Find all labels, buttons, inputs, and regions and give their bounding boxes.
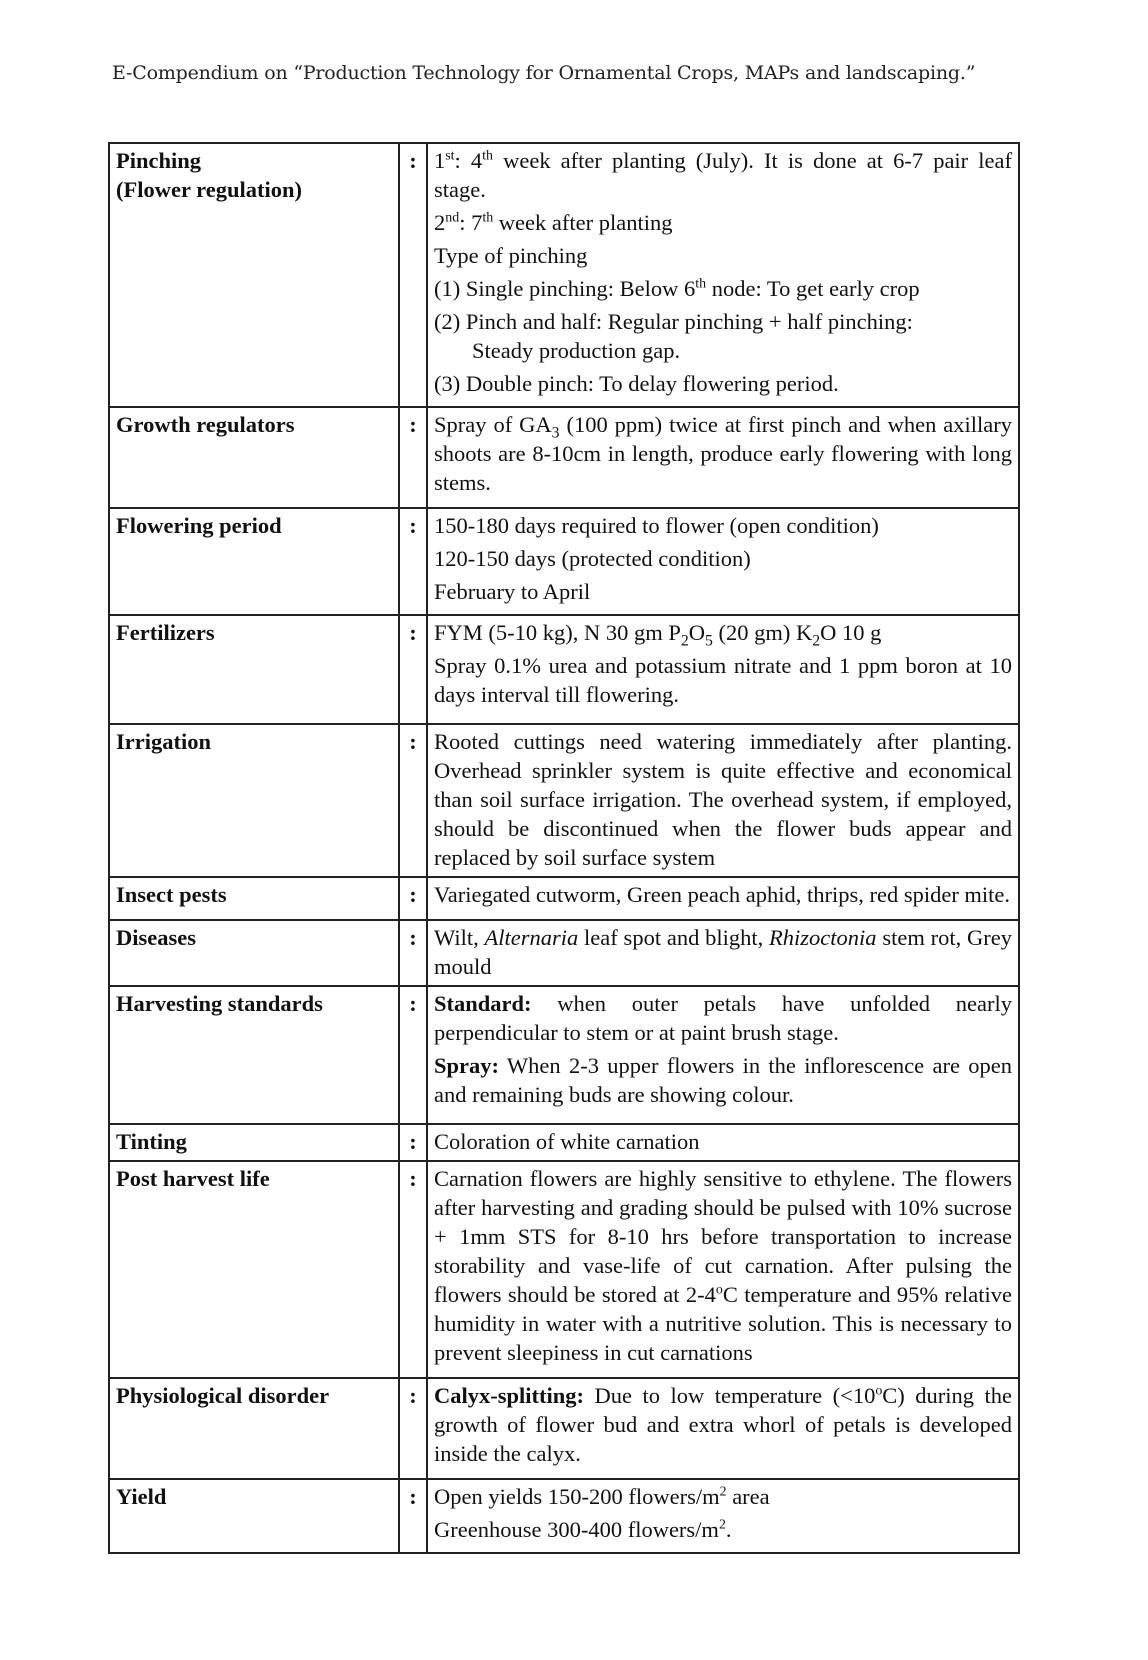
separator: :	[399, 1479, 427, 1553]
pinching-type-heading: Type of pinching	[434, 243, 588, 268]
row-content: Variegated cutworm, Green peach aphid, thrips, red spider mite.	[427, 877, 1019, 920]
text: C) during the growth of flower bud and extra whorl of petals is developed inside the calyx.	[434, 1383, 1013, 1466]
sup: th	[482, 210, 494, 226]
pathogen-name: Alternaria	[484, 925, 579, 950]
text-line	[434, 1051, 1012, 1109]
row-content: Coloration of white carnation	[427, 1124, 1019, 1161]
text: FYM (5-10 kg), N 30 gm P	[434, 620, 681, 645]
row-content	[427, 1378, 1019, 1479]
text: O 10 g	[820, 620, 882, 645]
sub: 3	[551, 424, 560, 442]
row-content	[427, 508, 1019, 615]
row-content	[427, 1479, 1019, 1553]
table-row-tinting	[109, 1124, 1019, 1161]
text: .	[725, 1517, 732, 1542]
text: (1) Single pinching: Below 6	[434, 276, 696, 301]
table-row-physiological-disorder	[109, 1378, 1019, 1479]
text: Wilt,	[434, 925, 485, 950]
table-row-irrigation	[109, 724, 1019, 877]
sub: 5	[705, 632, 713, 650]
row-label: Flowering period	[109, 508, 399, 615]
text: Steady production gap.	[472, 338, 681, 363]
row-label	[109, 143, 399, 407]
pathogen-name: Rhizoctonia	[769, 925, 877, 950]
text-line: Spray 0.1% urea and potassium nitrate and 1 ppm boron at 10 days interval till flowering.	[434, 653, 1012, 707]
text: node: To get early crop	[706, 276, 920, 301]
lead-term: Spray:	[434, 1053, 500, 1078]
table-row-harvesting-standards	[109, 986, 1019, 1124]
text: leaf spot and blight,	[578, 925, 770, 950]
separator: :	[399, 143, 427, 407]
row-content	[427, 1161, 1019, 1378]
text: 7	[471, 210, 483, 235]
text: (2) Pinch and half: Regular pinching + half pinching:	[434, 309, 913, 334]
degree-sign: o	[875, 1383, 883, 1399]
row-content	[427, 986, 1019, 1124]
text: week after planting (July). It is done at 6-7 pair leaf stage.	[434, 148, 1012, 202]
text: :	[454, 148, 471, 173]
text: C temperature and 95% relative humidity in water with a nutritive solution. This is necessary to prevent sleepiness in cut carnations	[434, 1282, 1012, 1365]
row-content	[427, 143, 1019, 407]
separator: :	[399, 877, 427, 920]
sup: 2	[718, 1517, 726, 1533]
text: Greenhouse 300-400 flowers/m	[434, 1517, 719, 1542]
pinching-first	[434, 146, 1012, 204]
separator: :	[399, 407, 427, 508]
table-row-pinching	[109, 143, 1019, 407]
separator: :	[399, 920, 427, 986]
sup: th	[695, 276, 707, 292]
sup: th	[482, 148, 493, 164]
separator: :	[399, 1378, 427, 1479]
row-label: Insect pests	[109, 877, 399, 920]
table-row-diseases	[109, 920, 1019, 986]
row-label: Harvesting standards	[109, 986, 399, 1124]
table-row-fertilizers	[109, 615, 1019, 724]
text-line	[434, 1515, 1012, 1544]
text: stem rot, Grey mould	[434, 925, 1013, 979]
text: when outer petals have unfolded nearly perpendicular to stem or at paint brush stage.	[434, 991, 1012, 1045]
text-line	[434, 989, 1012, 1047]
table-row-growth-regulators	[109, 407, 1019, 508]
text: 2	[434, 210, 446, 235]
text: Spray of GA	[434, 412, 552, 437]
text: :	[459, 210, 472, 235]
row-content: Rooted cuttings need watering immediately after planting. Overhead sprinkler system is quite effective and economical than soil surface irrigation. The overhead system, if employed, should be discontinued when the flower buds appear and replaced by soil surface system	[427, 724, 1019, 877]
pinching-single	[434, 274, 1012, 303]
text-line: February to April	[434, 579, 591, 604]
table-row-yield	[109, 1479, 1019, 1553]
separator: :	[399, 1124, 427, 1161]
sup: nd	[445, 210, 460, 226]
row-content	[427, 615, 1019, 724]
row-label: Diseases	[109, 920, 399, 986]
row-label: Post harvest life	[109, 1161, 399, 1378]
text-line: 120-150 days (protected condition)	[434, 546, 751, 571]
separator: :	[399, 508, 427, 615]
crop-info-table	[108, 142, 1020, 1554]
text: When 2-3 upper flowers in the inflorescence are open and remaining buds are showing colour.	[434, 1053, 1012, 1107]
text: Open yields 150-200 flowers/m	[434, 1484, 720, 1509]
text: Carnation flowers are highly sensitive to ethylene. The flowers after harvesting and grading should be pulsed with 10% sucrose + 1mm STS for 8-10 hrs before transportation to increase storability and vase-life of cut carnation. After pulsing the flowers should be stored at 2-4	[434, 1166, 1012, 1307]
text: (100 ppm) twice at first pinch and when axillary shoots are 8-10cm in length, produce early flowering with long stems.	[434, 412, 1013, 495]
text: area	[726, 1484, 770, 1509]
pinching-pinch-half	[434, 307, 1012, 365]
row-content	[427, 920, 1019, 986]
label-text: Pinching	[116, 148, 202, 173]
separator: :	[399, 986, 427, 1124]
sup: st	[445, 148, 455, 164]
sup: 2	[719, 1484, 727, 1500]
sub: 2	[812, 632, 821, 650]
text-line	[434, 618, 1012, 650]
lead-term: Standard:	[434, 991, 532, 1016]
row-label: Growth regulators	[109, 407, 399, 508]
row-content	[427, 407, 1019, 508]
text-line: 150-180 days required to flower (open condition)	[434, 513, 879, 538]
row-label: Yield	[109, 1479, 399, 1553]
label-subtext: (Flower regulation)	[116, 177, 303, 202]
text-line	[434, 1482, 1012, 1511]
text: Due to low temperature (<10	[584, 1383, 876, 1408]
row-label: Tinting	[109, 1124, 399, 1161]
row-label: Fertilizers	[109, 615, 399, 724]
page-header: E-Compendium on “Production Technology for Ornamental Crops, MAPs and landscaping.”	[112, 62, 976, 84]
row-label: Physiological disorder	[109, 1378, 399, 1479]
text: week after planting	[493, 210, 673, 235]
pinching-double: (3) Double pinch: To delay flowering period.	[434, 371, 839, 396]
row-label: Irrigation	[109, 724, 399, 877]
text: 4	[470, 148, 483, 173]
separator: :	[399, 724, 427, 877]
separator: :	[399, 615, 427, 724]
degree-sign: o	[715, 1282, 723, 1298]
pinching-second	[434, 208, 1012, 237]
text: O	[688, 620, 706, 645]
table-row-insect-pests	[109, 877, 1019, 920]
table-row-post-harvest-life	[109, 1161, 1019, 1378]
sub: 2	[680, 632, 689, 650]
table-row-flowering-period	[109, 508, 1019, 615]
text: (20 gm) K	[712, 620, 813, 645]
lead-term: Calyx-splitting:	[434, 1383, 585, 1408]
separator: :	[399, 1161, 427, 1378]
text: 1	[434, 148, 446, 173]
